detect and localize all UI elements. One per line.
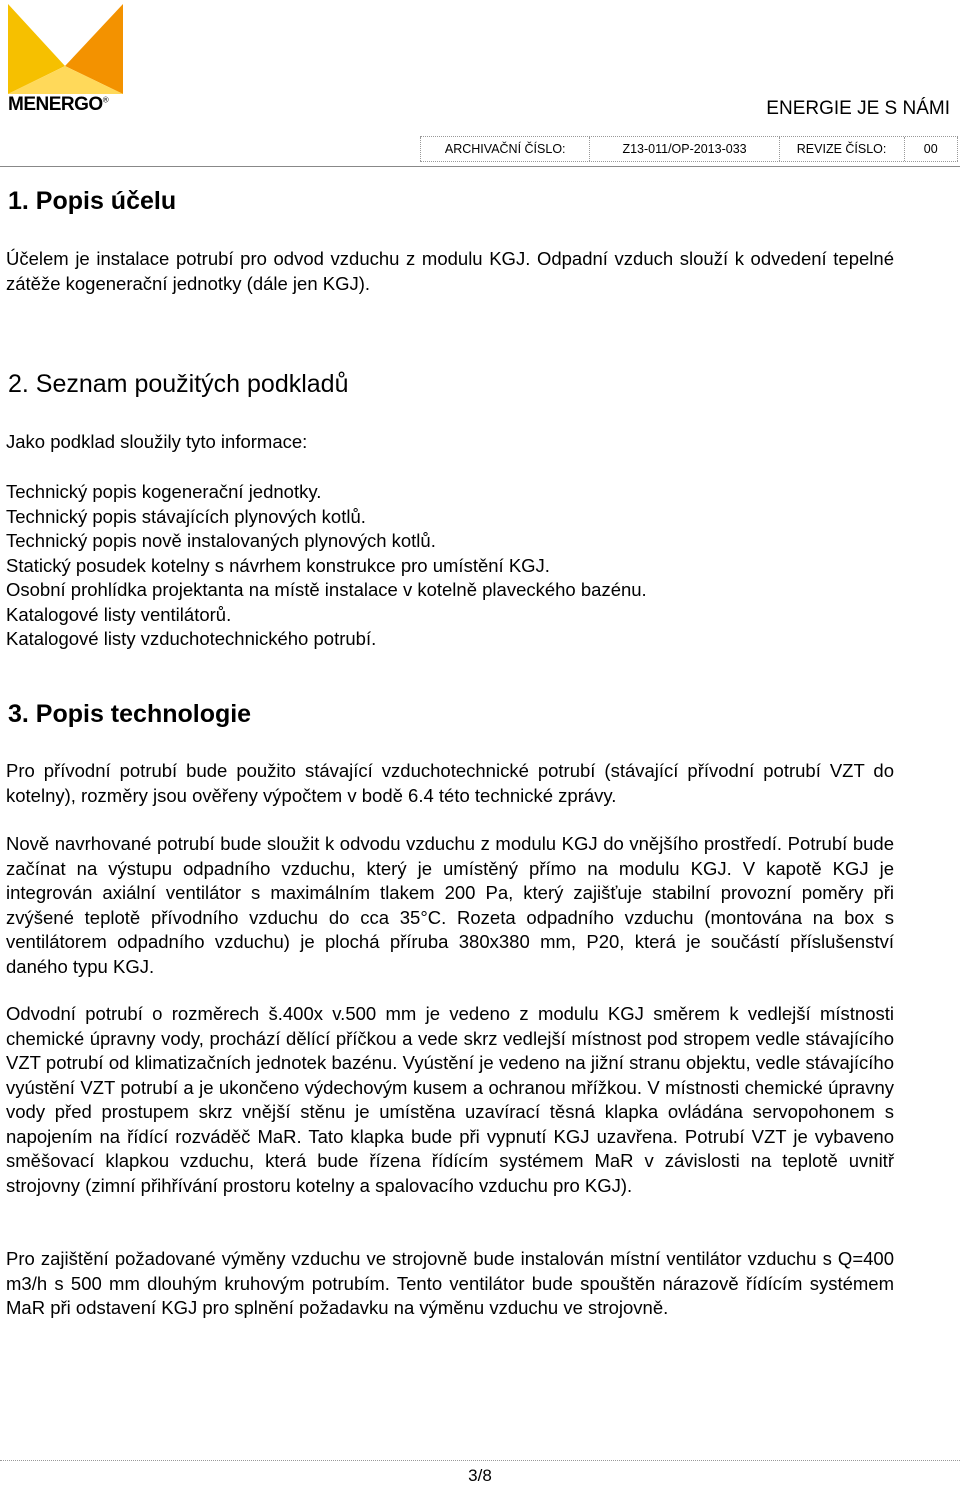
section-3-paragraph-3: Odvodní potrubí o rozměrech š.400x v.500 mm je vedeno z modulu KGJ směrem k vedlejší místnosti chemické úpravny vody, prochází dělící příčkou a vede skrz vedlejší místnost pod stropem vedle stávajícího VZT potrubí od klimatizačních jednotek bazénu. Vyústění je vedeno na jižní stranu objektu, vedle stávajícího vyústění VZT potrubí a je ukončeno výdechovým kusem a ochranou mřížkou. V místnosti chemické úpravny vody před prostupem skrz vnější stěnu je umístěna uzavírací těsná klapka ovládána servopohonem s napojením na řídící rozváděč MaR. Tato klapka bude při vypnutí KGJ uzavřena. Potrubí VZT je vybaveno směšovací klapkou vzduchu, která bude řízena řídícím systémem MaR v závislosti na teplotě uvnitř strojovny (zimní přihřívání prostoru kotelny a spalovacího vzduchu pro KGJ).: [6, 1003, 894, 1196]
section-1-title: 1. Popis účelu: [8, 187, 177, 215]
revision-number-label: REVIZE ČÍSLO:: [779, 137, 904, 161]
list-item: Katalogové listy vzduchotechnického potrubí.: [6, 628, 377, 649]
header-divider: [0, 166, 960, 167]
list-item: Technický popis kogenerační jednotky.: [6, 481, 322, 502]
footer-divider: [0, 1460, 960, 1461]
list-item: Katalogové listy ventilátorů.: [6, 603, 232, 625]
section-3-paragraph-1: Pro přívodní potrubí bude použito stávající vzduchotechnické potrubí (stávající přívodní potrubí VZT do kotelny), rozměry jsou ověřeny výpočtem v bodě 6.4 této technické zprávy.: [6, 760, 894, 806]
section-3-paragraph-4: Pro zajištění požadované výměny vzduchu ve strojovně bude instalován místní ventilátor vzduchu s Q=400 m3/h s 500 mm dlouhým kruhovým potrubím. Tento ventilátor bude spouštěn nárazově řídícím systémem MaR při odstavení KGJ pro splnění požadavku na výměnu vzduchu ve strojovně.: [6, 1248, 894, 1318]
page-number: 3/8: [468, 1466, 492, 1485]
list-item: Statický posudek kotelny s návrhem konstrukce pro umístění KGJ.: [6, 554, 550, 576]
section-3-paragraph-2: Nově navrhované potrubí bude sloužit k odvodu vzduchu z modulu KGJ do vnějšího prostředí. Potrubí bude začínat na výstupu odpadního vzduchu, který je umístěný přímo na modulu KGJ. V kapotě KGJ je integrován axiální ventilátor s maximálním tlakem 200 Pa, který zajišťuje stabilní provozní poměry při zvýšené teplotě přívodního vzduchu do cca 35°C. Rozeta odpadního vzduchu (montována na box s ventilátorem odpadního vzduchu) je plochá příruba 380x380 mm, P20, která je součástí příslušenství daného typu KGJ.: [6, 833, 894, 977]
logo-wordmark: MENERGO®: [8, 94, 109, 115]
archive-number-value: Z13-011/OP-2013-033: [589, 137, 778, 161]
section-2-title: 2. Seznam použitých podkladů: [8, 370, 349, 398]
document-id-bar: [420, 136, 958, 162]
section-3-title: 3. Popis technologie: [8, 700, 252, 728]
section-1-paragraph: Účelem je instalace potrubí pro odvod vzduchu z modulu KGJ. Odpadní vzduch slouží k odvedení tepelné zátěže kogenerační jednotky (dále jen KGJ).: [6, 248, 894, 294]
list-item: Technický popis nově instalovaných plynových kotlů.: [6, 530, 436, 551]
archive-number-label: ARCHIVAČNÍ ČÍSLO:: [420, 137, 589, 161]
menergo-logo-icon: [8, 4, 123, 94]
sources-list: [6, 480, 906, 652]
list-item: Technický popis stávajících plynových kotlů.: [6, 505, 366, 527]
revision-number-value: 00: [904, 137, 959, 161]
section-2-intro: Jako podklad sloužily tyto informace:: [6, 431, 308, 452]
list-item: Osobní prohlídka projektanta na místě instalace v kotelně plaveckého bazénu.: [6, 579, 647, 600]
company-slogan: ENERGIE JE S NÁMI: [766, 98, 950, 119]
